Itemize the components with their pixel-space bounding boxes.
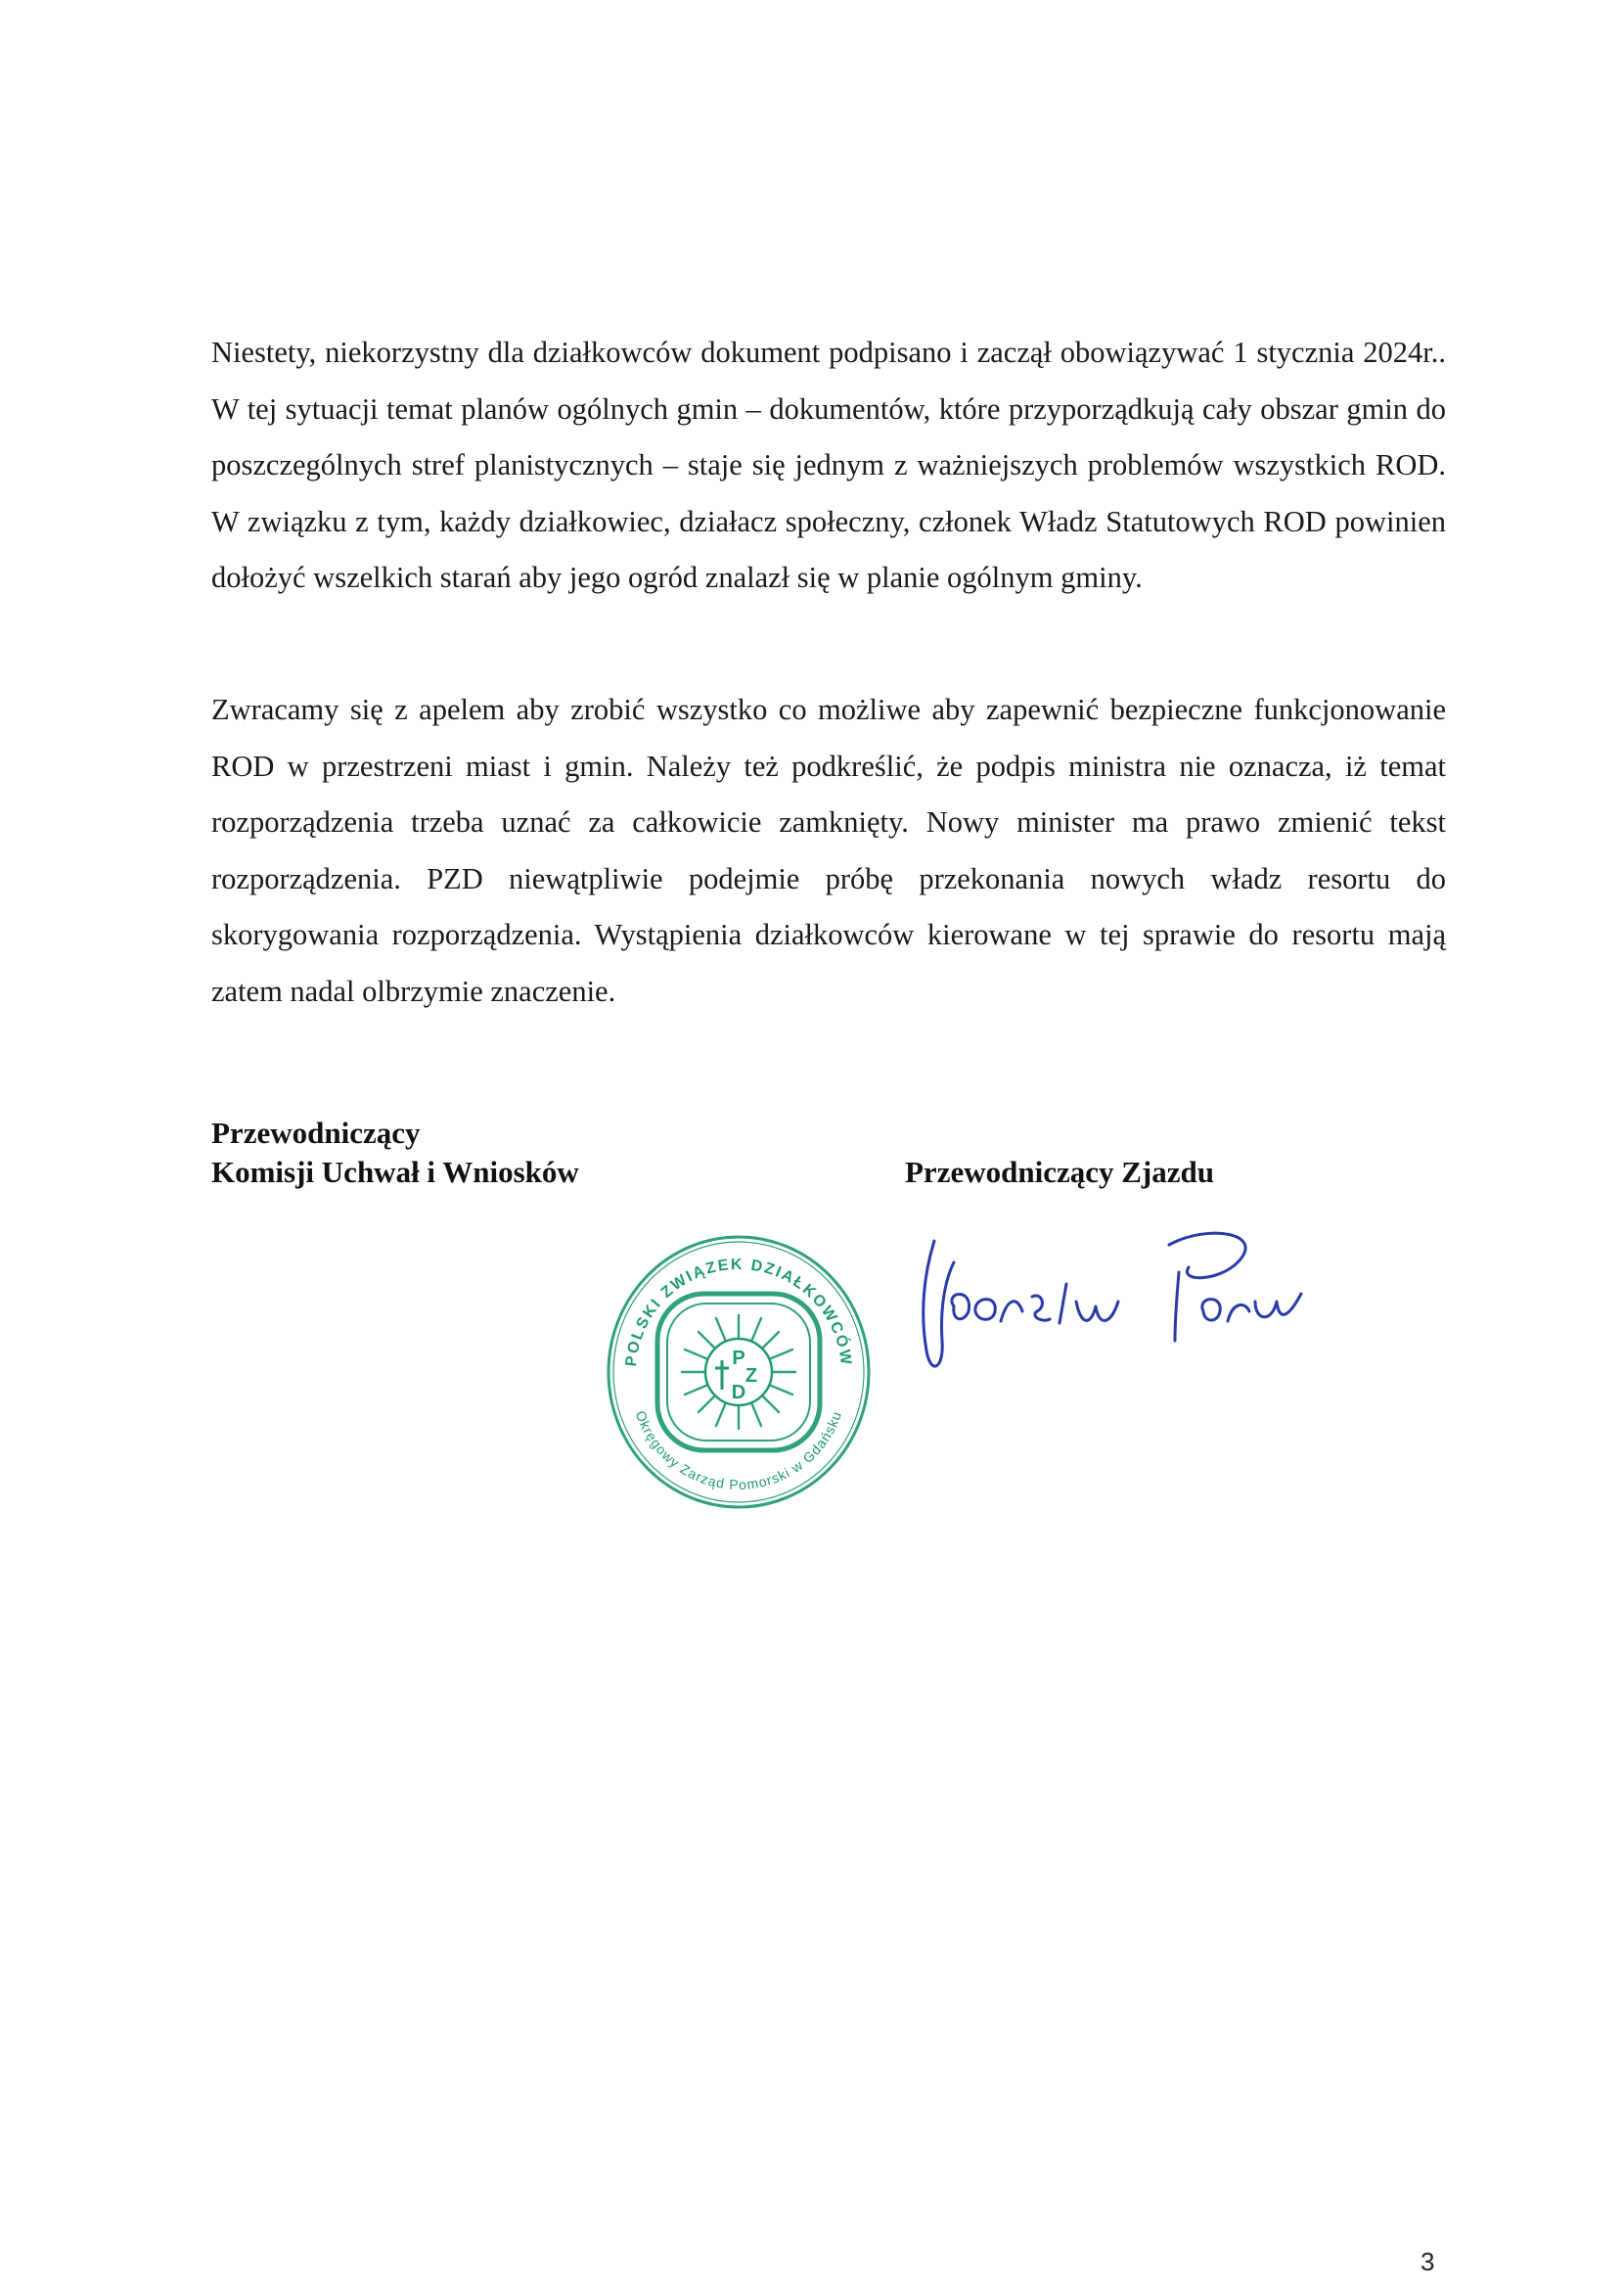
left-signatory-title: Przewodniczący bbox=[211, 1116, 421, 1150]
pzd-seal-icon bbox=[597, 1225, 880, 1519]
left-signatory-committee: Komisji Uchwał i Wniosków bbox=[211, 1155, 579, 1189]
right-signatory-title: Przewodniczący Zjazdu bbox=[905, 1155, 1214, 1189]
handwritten-signature bbox=[885, 1213, 1355, 1385]
svg-text:P: P bbox=[732, 1348, 745, 1369]
svg-text:POLSKI ZWIĄZEK DZIAŁKOWCÓW: POLSKI ZWIĄZEK DZIAŁKOWCÓW bbox=[623, 1256, 855, 1368]
svg-text:D: D bbox=[731, 1382, 746, 1403]
svg-text:Z: Z bbox=[744, 1365, 758, 1387]
page-number: 3 bbox=[1421, 2247, 1435, 2276]
svg-text:Okręgowy Zarząd Pomorski w Gda: Okręgowy Zarząd Pomorski w Gdańsku bbox=[632, 1408, 845, 1493]
paragraph-1: Niestety, niekorzystny dla działkowców dokument podpisano i zaczął obowiązywać 1 stycznia 2024r.. W tej sytuacji temat planów ogólnych gmin – dokumentów, które przyporządkują cały obszar gmin do poszczególnych stref planistycznych – staje się jednym z ważniejszych problemów wszystkich ROD. W związku z tym, każdy działkowiec, działacz społeczny, członek Władz Statutowych ROD powinien dołożyć wszelkich starań aby jego ogród znalazł się w planie ogólnym gminy. bbox=[211, 336, 1446, 595]
paragraph-2: Zwracamy się z apelem aby zrobić wszystko co możliwe aby zapewnić bezpieczne funkcjonowanie ROD w przestrzeni miast i gmin. Należy też podkreślić, że podpis ministra nie oznacza, iż temat rozporządzenia trzeba uznać za całkowicie zamknięty. Nowy minister ma prawo zmienić tekst rozporządzenia. PZD niewątpliwie podejmie próbę przekonania nowych władz resortu do skorygowania rozporządzenia. Wystąpienia działkowców kierowane w tej sprawie do resortu mają zatem nadal olbrzymie znaczenie. bbox=[211, 693, 1446, 1008]
